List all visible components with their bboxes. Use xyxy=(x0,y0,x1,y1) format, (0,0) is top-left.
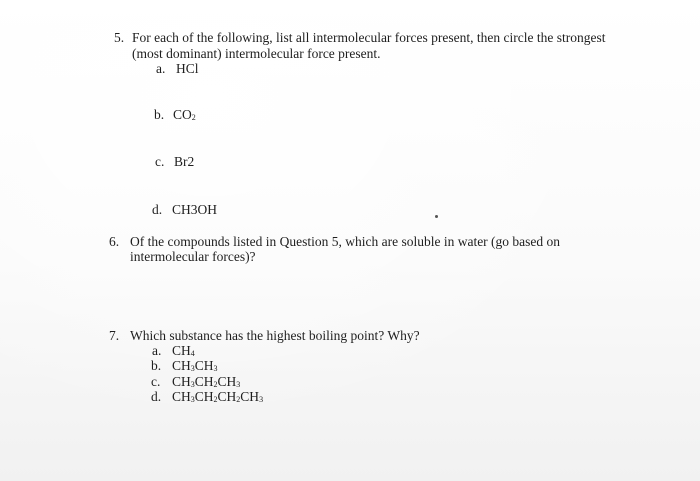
q5-item-b-subscript: 2 xyxy=(191,113,196,122)
stray-mark xyxy=(435,215,438,218)
question-5-number: 5. xyxy=(114,30,125,45)
q7-d-part-4: CH xyxy=(217,389,237,404)
q7-d-part-2: CH xyxy=(194,389,214,404)
q7-item-d-formula xyxy=(172,389,263,408)
q5-item-a-letter: a. xyxy=(156,61,166,76)
q7-item-d-letter: d. xyxy=(151,389,162,404)
q7-a-part-1: 4 xyxy=(190,349,195,358)
q7-d-part-0: CH xyxy=(172,389,191,404)
question-5-text-line-1: For each of the following, list all intermolecular forces present, then circle the strongest xyxy=(132,30,606,45)
q7-a-part-0: CH xyxy=(172,343,191,358)
q7-c-part-5: 3 xyxy=(236,380,241,389)
question-6-text-line-2: intermolecular forces)? xyxy=(130,249,256,264)
q7-d-part-1: 3 xyxy=(190,395,195,404)
q7-item-c-letter: c. xyxy=(151,374,161,389)
q7-b-part-2: CH xyxy=(194,358,214,373)
q7-item-b-letter: b. xyxy=(151,358,162,373)
q5-item-b-letter: b. xyxy=(154,107,165,122)
question-7-text: Which substance has the highest boiling point? Why? xyxy=(130,328,420,343)
q7-b-part-1: 3 xyxy=(190,364,195,373)
q5-item-d-letter: d. xyxy=(152,202,163,217)
question-5-text-line-2: (most dominant) intermolecular force present. xyxy=(132,46,381,61)
question-6-number: 6. xyxy=(109,234,120,249)
q5-item-c-letter: c. xyxy=(155,154,165,169)
q5-item-d-text: CH3OH xyxy=(172,202,218,217)
q7-d-part-7: 3 xyxy=(259,395,264,404)
question-6-text-line-1: Of the compounds listed in Question 5, which are soluble in water (go based on xyxy=(130,234,561,249)
q5-item-c-text: Br2 xyxy=(174,154,195,169)
q7-c-part-2: CH xyxy=(194,374,214,389)
q5-item-b-formula xyxy=(173,107,196,126)
q7-d-part-6: CH xyxy=(240,389,260,404)
question-7-number: 7. xyxy=(109,328,120,343)
q5-item-b-text: CO xyxy=(173,107,192,122)
q5-item-a-text: HCl xyxy=(176,61,199,76)
q7-c-part-0: CH xyxy=(172,374,191,389)
q7-b-part-0: CH xyxy=(172,358,191,373)
q7-b-part-3: 3 xyxy=(213,364,218,373)
q7-item-a-letter: a. xyxy=(152,343,162,358)
q7-c-part-3: 2 xyxy=(213,380,218,389)
q7-d-part-5: 2 xyxy=(236,395,241,404)
q7-c-part-4: CH xyxy=(217,374,237,389)
q7-c-part-1: 3 xyxy=(190,380,195,389)
q7-d-part-3: 2 xyxy=(213,395,218,404)
